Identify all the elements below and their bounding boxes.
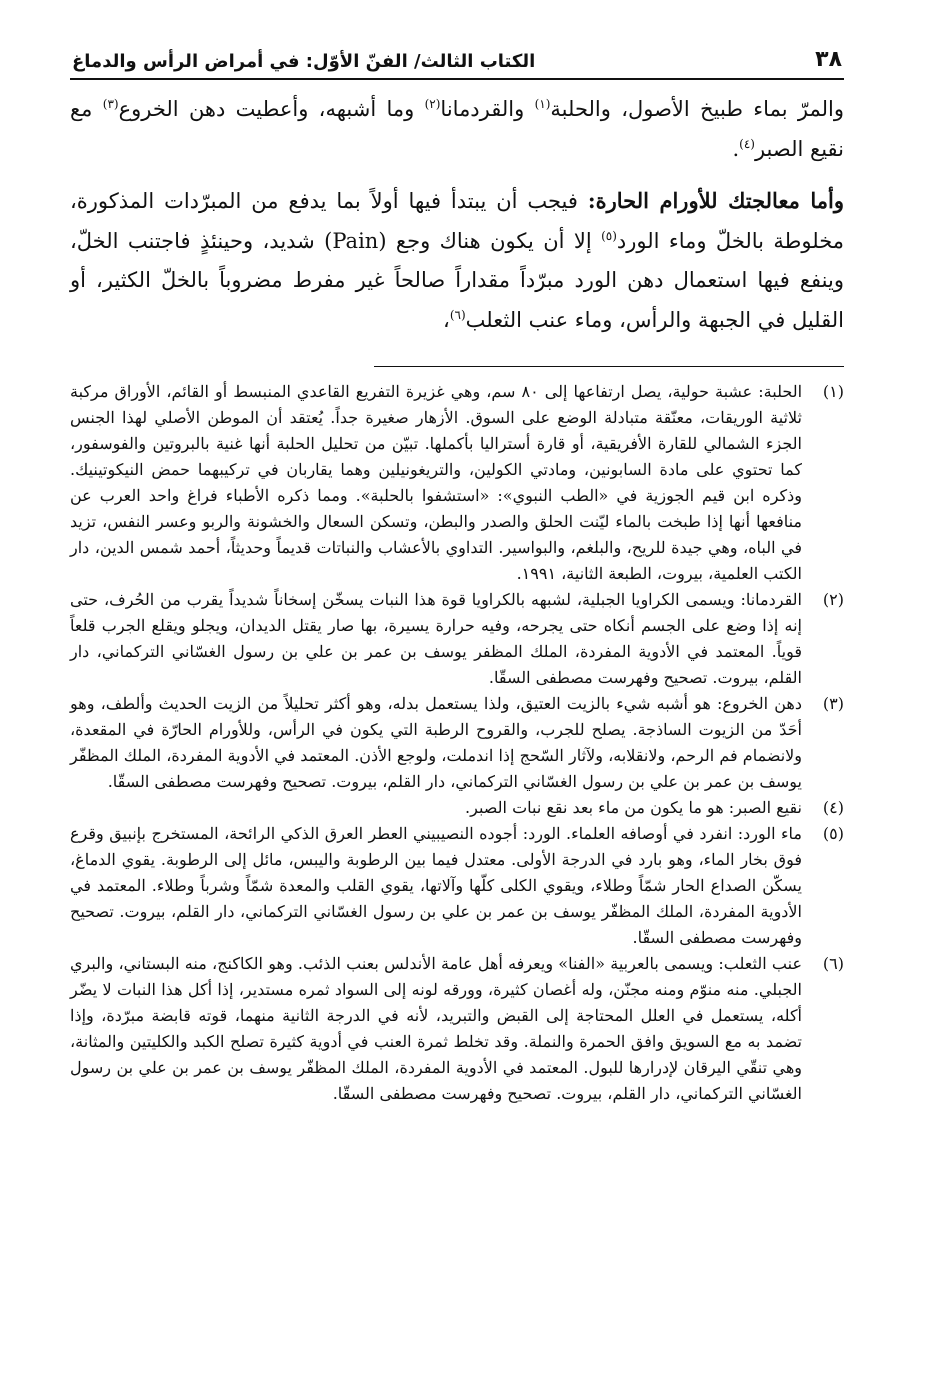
paragraph-1-text-c: وما أشبهه، وأعطيت دهن الخروع [118, 97, 425, 121]
paragraph-2-text-b: إلا أن يكون هناك وجع (Pain) شديد، وحينئذٍ فاجتنب الخلّ، وينفع فيها استعمال دهن الورد مبرّداً مقداراً صالحاً غير مفرط مضروباً بالخلّ الكثير، أو القليل في الجبهة والرأس، وماء عنب الثعلب [70, 228, 844, 332]
footnote-2 [70, 587, 844, 691]
footnote-ref-3: (٣) [102, 97, 119, 111]
footnote-number: (٤) [822, 798, 844, 817]
paragraph-1-text-a: والمرّ بماء طبيخ الأصول، والحلبة [550, 97, 844, 121]
footnote-1 [70, 379, 844, 587]
footnote-number: (٢) [822, 590, 844, 609]
footnote-ref-5: (٥) [601, 228, 617, 243]
paragraph-1-text-d: مع نقيع الصبر [70, 97, 844, 161]
book-page [70, 38, 844, 1107]
footnote-text: عنب الثعلب: ويسمى بالعربية «الفنا» ويعرفه أهل عامة الأندلس بعنب الذئب. وهو الكاكنج، منه البستاني، والبري الجبلي. منه منوّم ومنه مجنّن، وله أغصان كثيرة، وورقه لونه إلى السواد ثمره مستدير، إذا أكل هذا النبات لا يضّر أكله، يستعمل في العلل المحتاجة إلى القبض والتبريد، لأنه في الدرجة الثانية منهما، قوته قابضة مبرّدة، وإذا تضمد به مع السويق وافق الحمرة والنملة. وقد تخلط ثمرة العنب في أدوية كثيرة تصلح الكبد والكليتين والمثانة، وهي تنقّي اليرقان لإدرارها للبول. المعتمد في الأدوية المفردة، الملك المظفّر يوسف بن عمر بن علي بن رسول الغسّاني التركماني، دار القلم، بيروت. تصحيح وفهرست مصطفى السقّا. [70, 954, 802, 1103]
main-text [70, 90, 844, 340]
footnote-text: القردمانا: ويسمى الكراويا الجبلية، لشبهه بالكراويا قوة هذا النبات يسخّن إسخاناً شديداً يقرب من الحُرف، حتى إنه إذا وضع على الجسم أنكاه حتى يجرحه، وفيه حرارة يسيرة، بها صار يقتل الديدان، ويجلو ويقلع الجرب قلعاً قوياً. المعتمد في الأدوية المفردة، الملك المظفر يوسف بن عمر بن علي بن رسول الغسّاني التركماني، دار القلم، بيروت. تصحيح وفهرست مصطفى السقّا. [70, 590, 802, 687]
footnote-ref-1: (١) [534, 97, 551, 111]
footnote-6 [70, 951, 844, 1107]
paragraph-1 [70, 90, 844, 169]
running-title: الكتاب الثالث/ الفنّ الأوّل: في أمراض الرأس والدماغ [72, 51, 536, 72]
paragraph-2-text-c: ، [443, 307, 450, 332]
footnote-number: (٦) [822, 954, 844, 973]
footnotes [70, 379, 844, 1107]
paragraph-2-lead: وأما معالجتك للأورام الحارة: [587, 188, 845, 213]
page-header [70, 38, 844, 72]
footnote-number: (٥) [822, 824, 844, 843]
page-number: ٣٨ [815, 47, 842, 72]
footnote-number: (١) [822, 382, 844, 401]
footnote-text: ماء الورد: انفرد في أوصافه العلماء. الورد: أجوده النصيبيني العطر العرق الذكي الرائحة، المستخرج بإنبيق وقرع فوق بخار الماء، وهو بارد في الدرجة الأولى. معتدل فيما بين الرطوبة واليبس، مائل إلى الرطوبة. يقوي الدماغ، يسكّن الصداع الحار شمّاً وطلاء، ويقوي الكلى كلّها وآلاتها، يقوي القلب والمعدة شمّاً وشرباً وطلاء. المعتمد في الأدوية المفردة، الملك المظفّر يوسف بن عمر بن علي بن رسول الغسّاني التركماني، دار القلم، بيروت. تصحيح وفهرست مصطفى السقّا. [70, 824, 802, 947]
paragraph-2 [70, 181, 844, 340]
footnote-4 [70, 795, 844, 821]
footnote-divider [374, 366, 844, 367]
footnote-number: (٣) [822, 694, 844, 713]
footnote-ref-2: (٢) [424, 97, 441, 111]
footnote-ref-4: (٤) [739, 136, 755, 151]
footnote-3 [70, 691, 844, 795]
paragraph-1-text-b: والقردمانا [440, 97, 535, 121]
footnote-text: نقيع الصبر: هو ما يكون من ماء بعد نقع نبات الصبر. [465, 798, 802, 817]
footnote-ref-6: (٦) [449, 307, 466, 322]
header-divider [70, 78, 844, 80]
paragraph-1-text-e: . [732, 136, 740, 161]
paragraph-2-text-a: فيجب أن يبتدأ فيها أولاً بما يدفع من المبرّدات المذكورة، مخلوطة بالخلّ وماء الورد [70, 189, 844, 253]
footnote-text: دهن الخروع: هو أشبه شيء بالزيت العتيق، ولذا يستعمل بدله، وهو أكثر تحليلاً من الزيت الحديث وألطف، وهو أحَدّ من الزيوت الساذجة. يصلح للجرب، والقروح الرطبة التي يكون في الرأس، وللأورام الحارّة في المقعدة، ولانضمام فم الرحم، ولانقلابه، ولآثار السّحج إذا اندملت، ولوجع الأذن. المعتمد في الأدوية المفردة، الملك المظفّر يوسف بن عمر بن علي بن رسول الغسّاني التركماني، دار القلم، بيروت. تصحيح وفهرست مصطفى السقّا. [70, 694, 802, 791]
footnote-text: الحلبة: عشبة حولية، يصل ارتفاعها إلى ٨٠ سم، وهي غزيرة التفريع القاعدي المنبسط أو القائم، الأوراق مركبة ثلاثية الوريقات، معنّقة متبادلة الوضع على السوق. الأزهار صغيرة جداً. يُعتقد أن الموطن الأصلي لهذا الجنس الجزء الشمالي للقارة الأفريقية، أو قارة أستراليا بأكملها. تبيّن من تحليل الحلبة أنها غنية بالبروتين والفوسفور، كما تحتوي على مادة السابونين، ومادتي الكولين، والتريغونيلين وهما يقاربان في تركيبهما حمض النيكوتينيك. وذكره ابن قيم الجوزية في «الطب النبوي»: «استشفوا بالحلبة». ومما ذكره الأطباء فراغ واحد العرب عن منافعها أنها إذا طبخت بالماء ليّنت الحلق والصدر والبطن، وتسكن السعال والخشونة والربو وعسر النفس، تزيد في الباه، وهي جيدة للريح، والبلغم، والبواسير. التداوي بالأعشاب والنباتات قديماً وحديثاً، أحمد شمس الدين، دار الكتب العلمية، بيروت، الطبعة الثانية، ١٩٩١. [70, 382, 803, 583]
footnote-5 [70, 821, 844, 951]
